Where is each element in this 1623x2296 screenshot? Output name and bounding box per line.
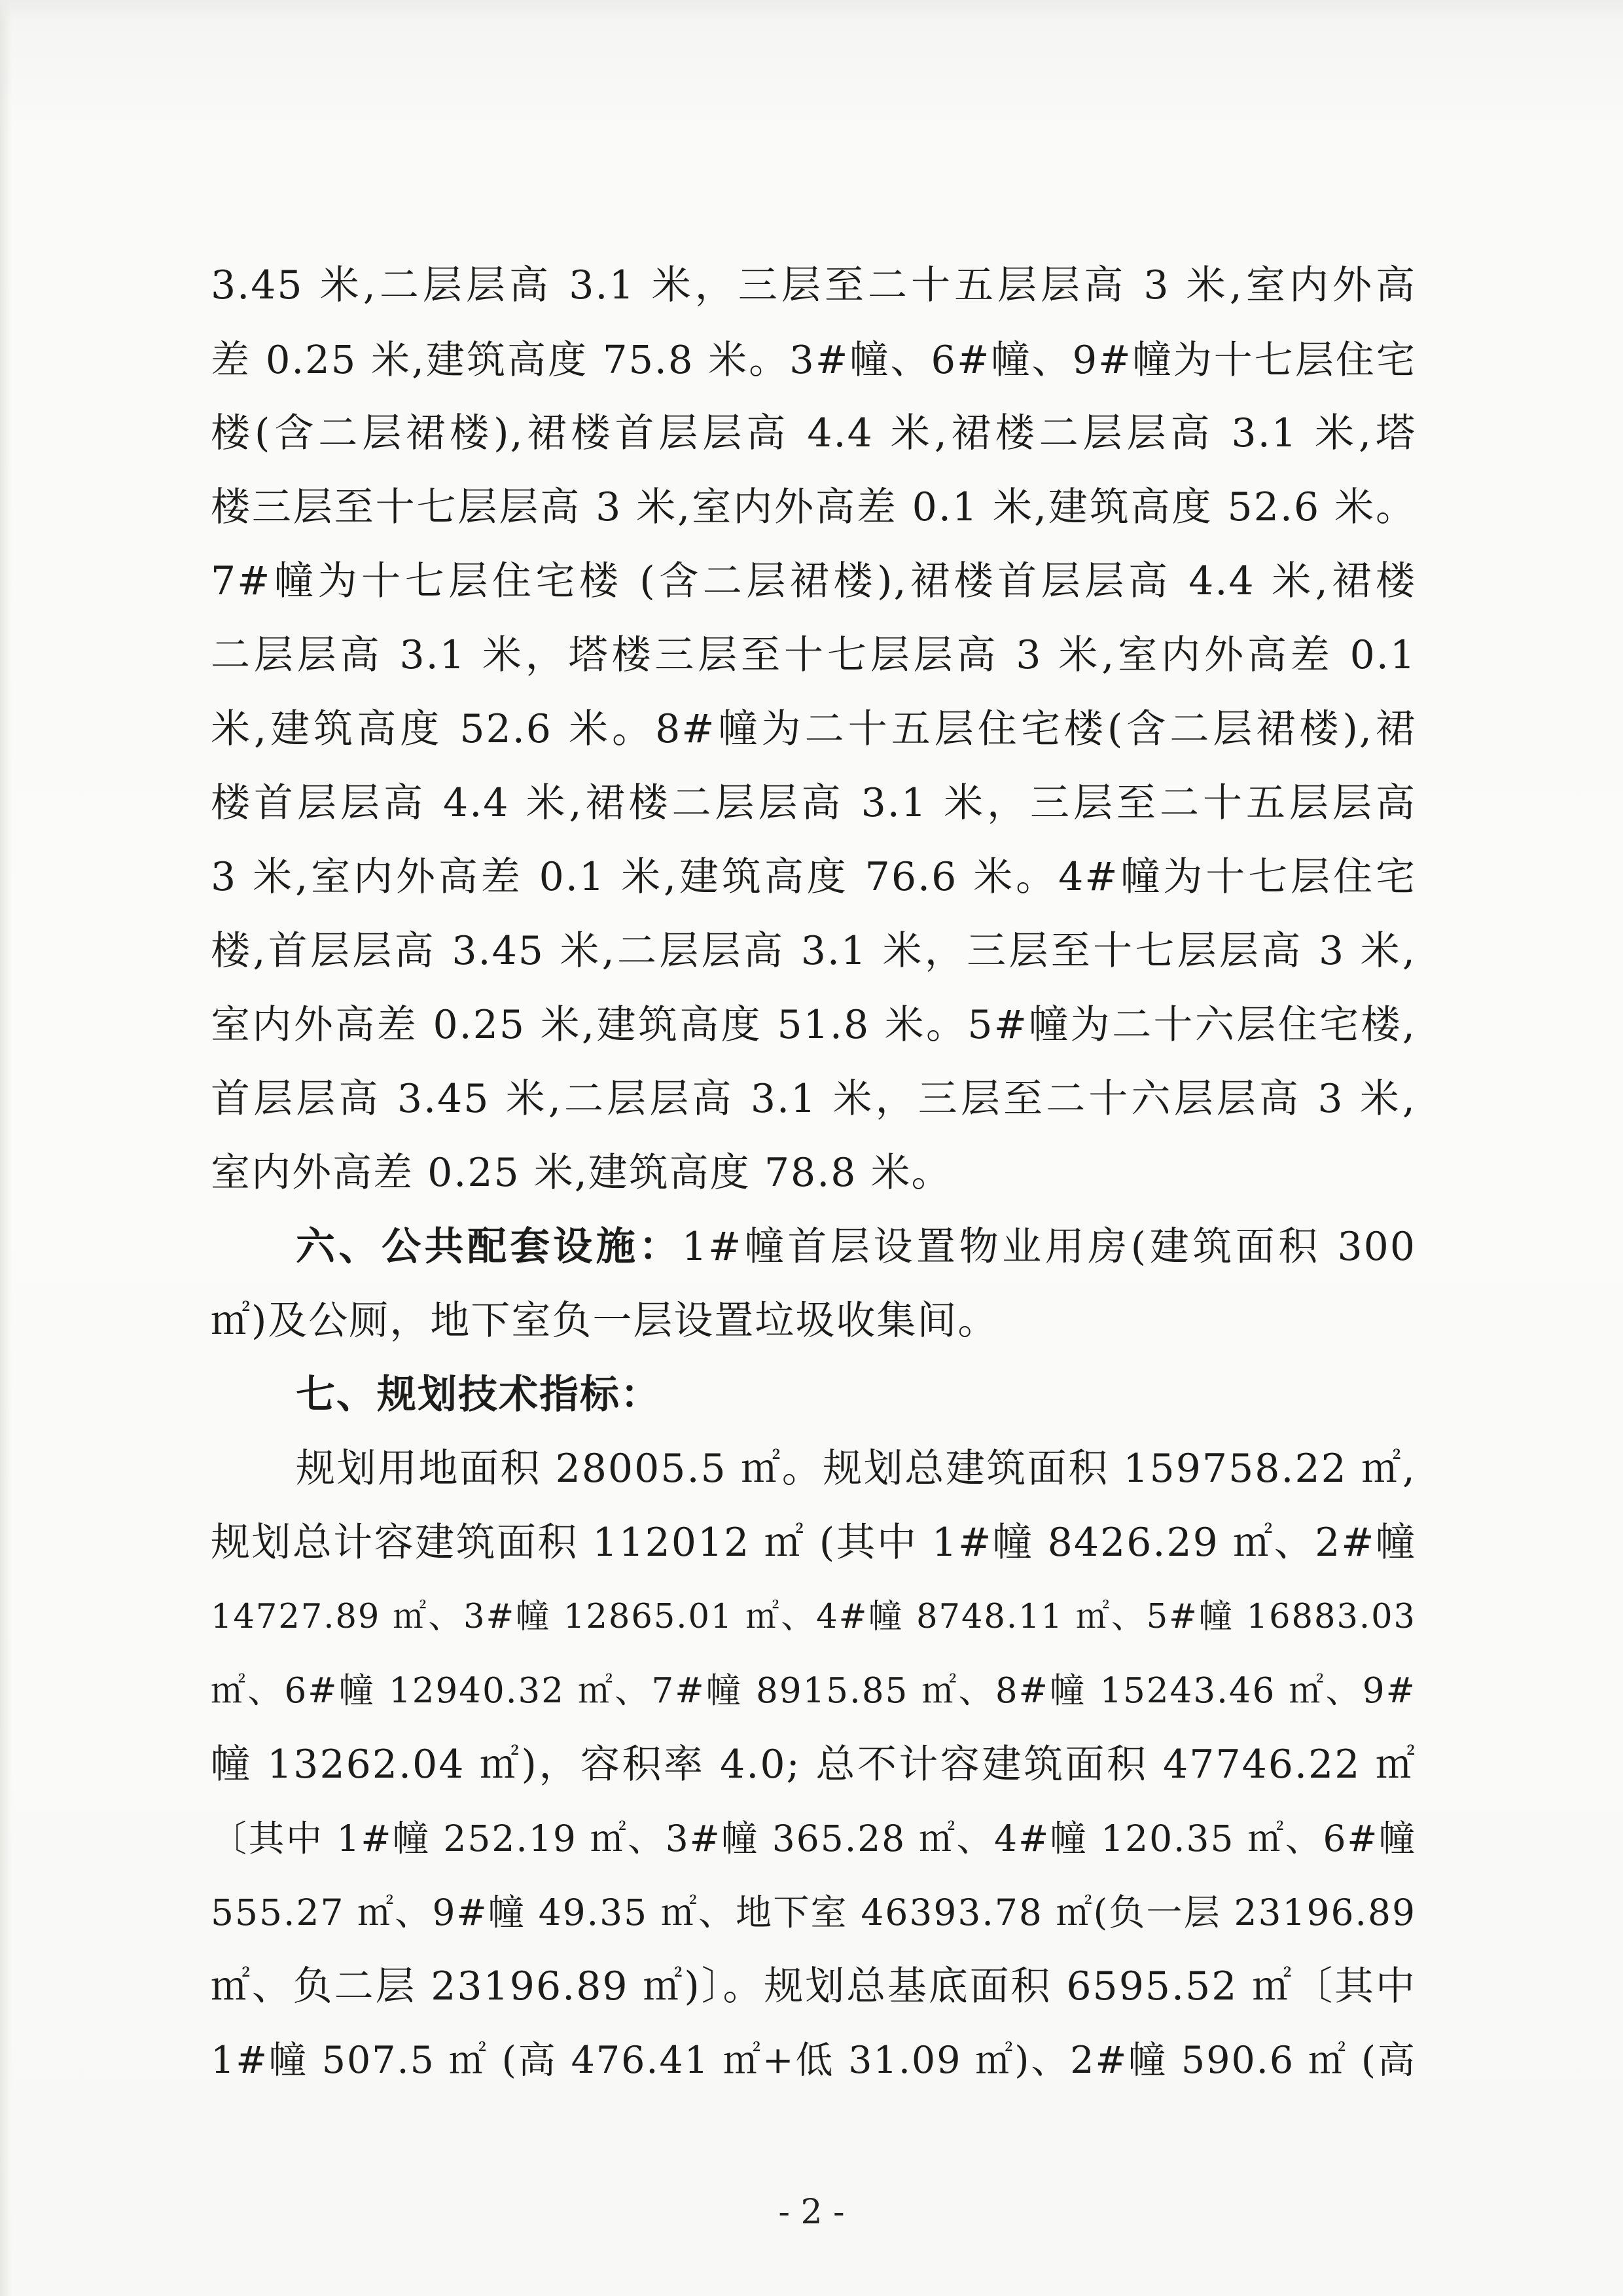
section-6-heading: 六、公共配套设施： — [296, 1224, 682, 1270]
section-6-second-line: ㎡)及公厕，地下室负一层设置垃圾收集间。 — [211, 1298, 999, 1344]
text-line: 3.45 米,二层层高 3.1 米，三层至二十五层层高 3 米,室内外高 — [211, 262, 1416, 308]
text-line: 14727.89 ㎡、3#幢 12865.01 ㎡、4#幢 8748.11 ㎡、5#幢 16883.03 — [211, 1598, 1416, 1636]
text-line: 楼三层至十七层层高 3 米,室内外高差 0.1 米,建筑高度 52.6 米。 — [211, 484, 1416, 530]
text-line: 555.27 ㎡、9#幢 49.35 ㎡、地下室 46393.78 ㎡(负一层 23196.89 — [211, 1892, 1416, 1933]
text-line: ㎡、6#幢 12940.32 ㎡、7#幢 8915.85 ㎡、8#幢 15243.46 ㎡、9# — [211, 1671, 1416, 1711]
scan-edge-left — [0, 0, 12, 2296]
section-7-heading: 七、规划技术指标： — [296, 1372, 661, 1418]
text-line: 室内外高差 0.25 米,建筑高度 78.8 米。 — [211, 1150, 952, 1196]
text-line: 二层层高 3.1 米，塔楼三层至十七层层高 3 米,室内外高差 0.1 — [211, 632, 1416, 678]
text-line: 室内外高差 0.25 米,建筑高度 51.8 米。5#幢为二十六层住宅楼, — [211, 1002, 1416, 1048]
text-line: 楼首层层高 4.4 米,裙楼二层层高 3.1 米，三层至二十五层层高 — [211, 780, 1416, 826]
scan-edge-top — [0, 0, 1623, 20]
text-line: 幢 13262.04 ㎡)，容积率 4.0; 总不计容建筑面积 47746.22 ㎡ — [211, 1742, 1416, 1787]
text-line: 3 米,室内外高差 0.1 米,建筑高度 76.6 米。4#幢为十七层住宅 — [211, 854, 1416, 900]
document-body — [211, 249, 1416, 2098]
text-line: 规划用地面积 28005.5 ㎡。规划总建筑面积 159758.22 ㎡, — [296, 1446, 1416, 1492]
section-6-text: 1#幢首层设置物业用房(建筑面积 300 — [681, 1224, 1416, 1270]
text-line: 7#幢为十七层住宅楼 (含二层裙楼),裙楼首层层高 4.4 米,裙楼 — [211, 558, 1416, 604]
text-line: 楼(含二层裙楼),裙楼首层层高 4.4 米,裙楼二层层高 3.1 米,塔 — [211, 410, 1416, 456]
text-line: 米,建筑高度 52.6 米。8#幢为二十五层住宅楼(含二层裙楼),裙 — [211, 706, 1416, 752]
text-line: 规划总计容建筑面积 112012 ㎡ (其中 1#幢 8426.29 ㎡、2#幢 — [211, 1520, 1416, 1566]
text-line: 1#幢 507.5 ㎡ (高 476.41 ㎡+低 31.09 ㎡)、2#幢 590.6 ㎡ (高 — [211, 2039, 1416, 2082]
page-number: - 2 - — [778, 2193, 845, 2232]
text-line: 楼,首层层高 3.45 米,二层层高 3.1 米，三层至十七层层高 3 米, — [211, 928, 1416, 974]
text-line: ㎡、负二层 23196.89 ㎡)〕。规划总基底面积 6595.52 ㎡〔其中 — [211, 1964, 1416, 2009]
text-line: 差 0.25 米,建筑高度 75.8 米。3#幢、6#幢、9#幢为十七层住宅 — [211, 337, 1416, 382]
text-line: 〔其中 1#幢 252.19 ㎡、3#幢 365.28 ㎡、4#幢 120.35 ㎡、6#幢 — [211, 1818, 1416, 1859]
text-line: 首层层高 3.45 米,二层层高 3.1 米，三层至二十六层层高 3 米, — [211, 1076, 1416, 1122]
section-6-first-line — [211, 1210, 1416, 1284]
